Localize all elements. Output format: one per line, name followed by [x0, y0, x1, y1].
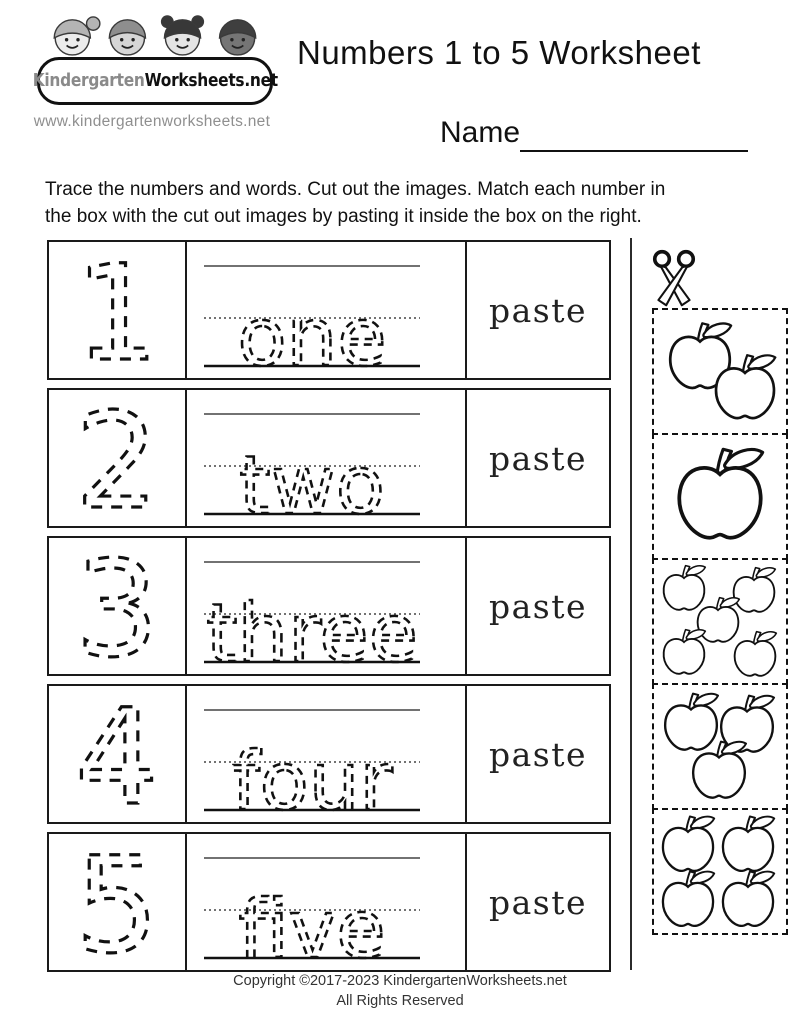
kid-face-1 [54, 17, 100, 55]
numeral-trace-cell [47, 536, 187, 676]
traceable-numeral: 3 [75, 538, 159, 674]
paste-label: paste [488, 438, 588, 478]
worksheet-row-2 [47, 388, 611, 528]
logo-banner [32, 57, 278, 105]
apple-icon [729, 628, 781, 680]
traceable-word: two [239, 439, 385, 526]
name-field [440, 116, 748, 152]
name-blank-line [520, 116, 748, 152]
traceable-word: one [237, 291, 387, 378]
cutout-box-1-apples [652, 433, 788, 560]
apple-icon [658, 626, 710, 678]
word-trace-svg [187, 538, 465, 674]
cutout-box-3-apples [652, 683, 788, 810]
numeral-trace-svg [49, 538, 185, 674]
traceable-word: three [206, 587, 418, 674]
copyright-line: Copyright ©2017-2023 KindergartenWorksheets.net [233, 973, 567, 989]
numeral-trace-svg [49, 242, 185, 378]
paste-box [467, 832, 611, 972]
word-trace-svg [187, 686, 465, 822]
logo-text-worksheets: Worksheets.net [144, 71, 278, 91]
cutout-box-5-apples [652, 558, 788, 685]
instructions [45, 176, 665, 230]
instructions-line-2: the box with the cut out images by pasting it inside the box on the right. [45, 206, 642, 227]
paste-label: paste [488, 882, 588, 922]
numeral-trace-cell [47, 684, 187, 824]
logo-text-kindergarten: Kindergarten [32, 71, 145, 91]
traceable-numeral: 5 [75, 834, 159, 970]
name-label: Name [440, 116, 521, 149]
paste-box [467, 388, 611, 528]
paste-box [467, 536, 611, 676]
kid-face-3 [162, 16, 204, 55]
logo-text [32, 71, 277, 91]
paste-box [467, 684, 611, 824]
paste-label: paste [488, 734, 588, 774]
footer [0, 971, 800, 1011]
logo-url: www.kindergartenworksheets.net [33, 113, 271, 130]
worksheet-row-3 [47, 536, 611, 676]
numeral-trace-cell [47, 240, 187, 380]
rights-line: All Rights Reserved [336, 993, 464, 1009]
cutout-boxes [652, 308, 788, 935]
worksheet-row-1 [47, 240, 611, 380]
word-trace-cell [187, 684, 467, 824]
traceable-numeral: 4 [75, 686, 159, 822]
apple-icon [716, 867, 780, 931]
scissors-icon [648, 249, 700, 309]
traceable-numeral: 2 [75, 390, 159, 526]
worksheet-rows [47, 240, 611, 980]
numeral-trace-svg [49, 686, 185, 822]
paste-label: paste [488, 586, 588, 626]
apple-icon [656, 867, 720, 931]
numeral-trace-cell [47, 388, 187, 528]
paste-label: paste [488, 290, 588, 330]
cutout-box-4-apples [652, 808, 788, 935]
word-trace-cell [187, 832, 467, 972]
word-trace-svg [187, 242, 465, 378]
traceable-word: four [231, 735, 393, 822]
traceable-word: five [238, 883, 386, 970]
numeral-trace-cell [47, 832, 187, 972]
paste-box [467, 240, 611, 380]
numeral-trace-svg [49, 390, 185, 526]
apple-icon [708, 350, 782, 424]
page-title: Numbers 1 to 5 Worksheet [297, 34, 701, 71]
kid-face-2 [109, 20, 145, 55]
instructions-line-1: Trace the numbers and words. Cut out the images. Match each number in [45, 179, 666, 200]
word-trace-svg [187, 390, 465, 526]
apple-icon [668, 442, 772, 546]
word-trace-svg [187, 834, 465, 970]
worksheet-row-5 [47, 832, 611, 972]
worksheet-row-4 [47, 684, 611, 824]
word-trace-cell [187, 240, 467, 380]
kid-face-4 [220, 20, 256, 55]
word-trace-cell [187, 388, 467, 528]
apple-icon [686, 737, 752, 803]
kids-logo-illustration [40, 8, 268, 62]
numeral-trace-svg [49, 834, 185, 970]
traceable-numeral: 1 [75, 242, 159, 378]
column-divider-line [630, 238, 632, 970]
word-trace-cell [187, 536, 467, 676]
cutout-box-2-apples [652, 308, 788, 435]
